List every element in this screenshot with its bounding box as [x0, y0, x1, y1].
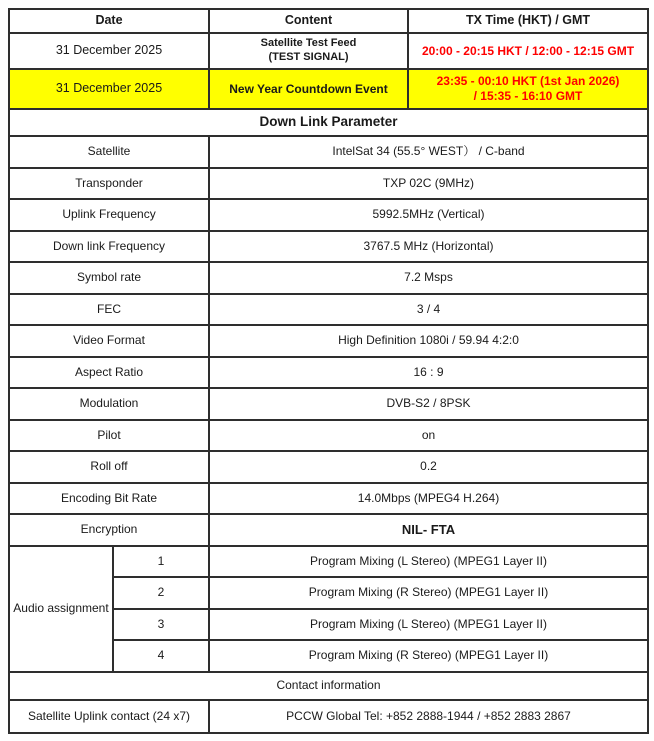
event-content — [209, 33, 408, 69]
param-value: 3 / 4 — [209, 294, 648, 326]
param-label: Transponder — [9, 168, 209, 200]
param-row-downlink-frequency — [9, 231, 648, 263]
param-value: 5992.5MHz (Vertical) — [209, 199, 648, 231]
param-row-symbol-rate — [9, 262, 648, 294]
param-value: NIL- FTA — [209, 514, 648, 546]
section-row-contact — [9, 672, 648, 700]
contact-row — [9, 700, 648, 733]
param-label: Aspect Ratio — [9, 357, 209, 389]
section-title-downlink: Down Link Parameter — [9, 109, 648, 136]
param-label: Encoding Bit Rate — [9, 483, 209, 515]
audio-channel-value: Program Mixing (R Stereo) (MPEG1 Layer II) — [209, 640, 648, 672]
param-row-fec — [9, 294, 648, 326]
audio-row-1 — [9, 546, 648, 578]
section-title-contact: Contact information — [9, 672, 648, 700]
param-row-uplink-frequency — [9, 199, 648, 231]
param-value: 7.2 Msps — [209, 262, 648, 294]
section-row-downlink — [9, 109, 648, 136]
header-date: Date — [9, 9, 209, 33]
param-row-encryption — [9, 514, 648, 546]
param-label: Down link Frequency — [9, 231, 209, 263]
audio-assignment-label: Audio assignment — [9, 546, 113, 672]
audio-channel-number: 3 — [113, 609, 209, 641]
param-value: IntelSat 34 (55.5° WEST） / C-band — [209, 136, 648, 168]
header-content: Content — [209, 9, 408, 33]
audio-channel-value: Program Mixing (L Stereo) (MPEG1 Layer II) — [209, 546, 648, 578]
param-label: Video Format — [9, 325, 209, 357]
event-tx-time-line2: / 15:35 - 16:10 GMT — [473, 89, 583, 103]
header-tx-time: TX Time (HKT) / GMT — [408, 9, 648, 33]
contact-value: PCCW Global Tel: +852 2888-1944 / +852 2883 2867 — [209, 700, 648, 733]
param-row-encoding-bit-rate — [9, 483, 648, 515]
param-value: TXP 02C (9MHz) — [209, 168, 648, 200]
param-value: 0.2 — [209, 451, 648, 483]
param-label: Symbol rate — [9, 262, 209, 294]
event-row-countdown — [9, 69, 648, 109]
param-value: 3767.5 MHz (Horizontal) — [209, 231, 648, 263]
contact-label: Satellite Uplink contact (24 x7) — [9, 700, 209, 733]
param-value: 14.0Mbps (MPEG4 H.264) — [209, 483, 648, 515]
param-value: DVB-S2 / 8PSK — [209, 388, 648, 420]
param-label: Uplink Frequency — [9, 199, 209, 231]
transmission-parameter-table — [8, 8, 649, 734]
audio-channel-value: Program Mixing (L Stereo) (MPEG1 Layer II) — [209, 609, 648, 641]
event-date: 31 December 2025 — [9, 33, 209, 69]
param-row-aspect-ratio — [9, 357, 648, 389]
event-content-line2: (TEST SIGNAL) — [268, 51, 349, 63]
param-label: FEC — [9, 294, 209, 326]
param-value: 16 : 9 — [209, 357, 648, 389]
param-value: on — [209, 420, 648, 452]
param-label: Roll off — [9, 451, 209, 483]
event-content-line1: Satellite Test Feed — [260, 37, 357, 50]
param-label: Encryption — [9, 514, 209, 546]
audio-channel-number: 4 — [113, 640, 209, 672]
audio-channel-number: 1 — [113, 546, 209, 578]
table-header-row — [9, 9, 648, 33]
param-value: High Definition 1080i / 59.94 4:2:0 — [209, 325, 648, 357]
param-row-transponder — [9, 168, 648, 200]
event-date: 31 December 2025 — [9, 69, 209, 109]
param-row-roll-off — [9, 451, 648, 483]
event-tx-time-line1: 23:35 - 00:10 HKT (1st Jan 2026) — [436, 74, 620, 88]
param-row-video-format — [9, 325, 648, 357]
event-tx-time: 20:00 - 20:15 HKT / 12:00 - 12:15 GMT — [408, 33, 648, 69]
audio-channel-value: Program Mixing (R Stereo) (MPEG1 Layer II) — [209, 577, 648, 609]
event-tx-time — [408, 69, 648, 109]
param-label: Pilot — [9, 420, 209, 452]
param-row-pilot — [9, 420, 648, 452]
param-row-satellite — [9, 136, 648, 168]
param-row-modulation — [9, 388, 648, 420]
event-row-test-feed — [9, 33, 648, 69]
param-label: Satellite — [9, 136, 209, 168]
event-content: New Year Countdown Event — [209, 69, 408, 109]
param-label: Modulation — [9, 388, 209, 420]
audio-channel-number: 2 — [113, 577, 209, 609]
